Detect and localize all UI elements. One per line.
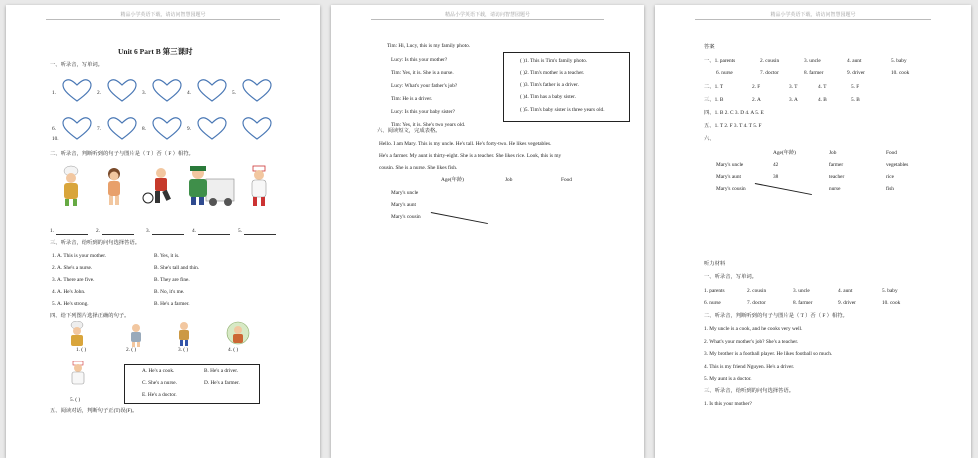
- answer-blank[interactable]: [198, 234, 230, 235]
- dialog-line: Tim: Yes, it is. She is a nurse.: [391, 70, 454, 76]
- dialog-line: Tim: Hi, Lucy, this is my family photo.: [387, 43, 471, 49]
- heart-icon: [152, 79, 182, 103]
- answer-item: 7. doctor: [760, 70, 779, 76]
- pic-number: 1.: [50, 228, 54, 234]
- option-c: C. She's a nurse.: [142, 380, 177, 386]
- table-cell: nurse: [829, 186, 841, 192]
- pic-number: 2.: [96, 228, 100, 234]
- listening-item: 10. cook: [882, 300, 901, 306]
- header-divider: [46, 19, 280, 20]
- heart-number: 5.: [232, 90, 236, 96]
- question-text: 2. A. She's a nurse.: [52, 265, 93, 271]
- option-number: 2. ( ): [126, 347, 137, 353]
- option-number: 1. ( ): [76, 347, 87, 353]
- table-cell: vegetables: [886, 162, 909, 168]
- judge-item: ( )2. Tim's mother is a teacher.: [520, 70, 585, 76]
- heart-number: 9.: [187, 126, 191, 132]
- heart-icon: [197, 117, 227, 141]
- table-row-label: Mary's uncle: [391, 190, 419, 196]
- answer-item: 3. T: [789, 84, 798, 90]
- judge-item: ( )3. Tim's father is a driver.: [520, 82, 579, 88]
- nurse-small-figure: [128, 323, 144, 347]
- table-header: Job: [829, 150, 837, 156]
- heart-number: 3.: [142, 90, 146, 96]
- answer-option: B. She's tall and thin.: [154, 265, 200, 271]
- table-header: Food: [561, 177, 572, 183]
- answer-item: 3. A: [789, 97, 798, 103]
- heart-icon: [62, 79, 92, 103]
- document-page-1: [6, 5, 320, 458]
- question-text: 5. A. He's strong.: [52, 301, 89, 307]
- answer-item: 5. F: [851, 84, 860, 90]
- answer-item: 5. B: [851, 97, 860, 103]
- table-cell: Mary's uncle: [716, 162, 744, 168]
- question-text: 3. A. There are five.: [52, 277, 95, 283]
- judge-item: ( )4. Tim has a baby sister.: [520, 94, 576, 100]
- listening-sentence: 2. What's your mother's job? She's a teacher.: [704, 339, 799, 345]
- option-number: 3. ( ): [178, 347, 189, 353]
- question-text: 1. A. This is your mother.: [52, 253, 107, 259]
- listening-item: 5. baby: [882, 288, 898, 294]
- table-cell: 42: [773, 162, 779, 168]
- heart-number: 4.: [187, 90, 191, 96]
- question-text: 4. A. He's John.: [52, 289, 86, 295]
- doctor-figure: [246, 165, 272, 209]
- listening-item: 7. doctor: [747, 300, 766, 306]
- heart-number: 10.: [52, 136, 59, 142]
- answer-blank[interactable]: [244, 234, 276, 235]
- dialog-line: Tim: He is a driver.: [391, 96, 433, 102]
- header-divider: [695, 19, 931, 20]
- table-cell: teacher: [829, 174, 845, 180]
- page-header: 精品小学英语下载，请访问智慧园题号: [770, 12, 856, 18]
- heart-number: 6.: [52, 126, 56, 132]
- table-header: Age(年龄): [441, 177, 464, 183]
- answer-item: 2. cousin: [760, 58, 780, 64]
- section-1-heading: 一、听录音，写单词。: [50, 62, 103, 68]
- answer-line: 五、1. T 2. F 3. T 4. T 5. F: [704, 123, 762, 129]
- table-cell: fish: [886, 186, 894, 192]
- listening-item: 3. uncle: [793, 288, 810, 294]
- table-header: Age(年龄): [773, 150, 796, 156]
- heart-number: 7.: [97, 126, 101, 132]
- answer-line: 四、1. B 2. C 3. D 4. A 5. E: [704, 110, 764, 116]
- option-e: E. He's a doctor.: [142, 392, 177, 398]
- section-4-heading: 四、给下列图片选择正确的句子。: [50, 313, 130, 319]
- heart-number: 8.: [142, 126, 146, 132]
- cook-small-figure: [66, 321, 88, 347]
- judge-item: ( )1. This is Tim's family photo.: [520, 58, 588, 64]
- answer-item: 10. cook: [891, 70, 910, 76]
- heart-icon: [62, 117, 92, 141]
- answer-item: 3. uncle: [804, 58, 821, 64]
- option-a: A. He's a cook.: [142, 368, 175, 374]
- stray-line: [431, 212, 488, 224]
- worksheet-title: Unit 6 Part B 第三课时: [118, 47, 193, 56]
- farmer-small-figure: [226, 320, 250, 346]
- table-cell: 38: [773, 174, 779, 180]
- pic-number: 3.: [146, 228, 150, 234]
- answer-line: 六、: [704, 136, 715, 142]
- listening-sentence: 3. My brother is a football player. He likes football so much.: [704, 351, 833, 357]
- football-player-figure: [141, 165, 175, 207]
- listening-sentence: 1. My uncle is a cook, and he cooks very well.: [704, 326, 803, 332]
- page-header: 精品小学英语下载，请访问智慧园题号: [444, 12, 530, 18]
- answer-item: 4. aunt: [847, 58, 862, 64]
- answers-title: 答案: [704, 44, 715, 50]
- listening-sentence: 5. My aunt is a doctor.: [704, 376, 752, 382]
- listening-item: 8. farmer: [793, 300, 813, 306]
- answer-item: 二、1. T: [704, 84, 724, 90]
- heart-icon: [242, 117, 272, 141]
- listening-title: 听力材料: [704, 261, 726, 267]
- option-d: D. He's a farmer.: [204, 380, 240, 386]
- listening-sentence: 1. Is this your mother?: [704, 401, 752, 407]
- section-3-heading: 三、听录音，给听到的问句选择答语。: [50, 240, 141, 246]
- listening-section-3: 三、听录音，给听到的问句选择答语。: [704, 388, 795, 394]
- listening-item: 6. nurse: [704, 300, 721, 306]
- listening-section-1: 一、听录音，写单词。: [704, 274, 757, 280]
- option-number: 4. ( ): [228, 347, 239, 353]
- section-6-heading: 六、阅读短文，完成表格。: [377, 128, 441, 134]
- passage-line: cousin. She is a nurse. She likes fish.: [379, 165, 458, 171]
- answer-blank[interactable]: [102, 234, 134, 235]
- listening-section-2: 二、听录音，判断听到的句子与图片是（ T ）否（ F ）相符。: [704, 313, 848, 319]
- answer-option: B. Yes, it is.: [154, 253, 180, 259]
- table-row-label: Mary's cousin: [391, 214, 421, 220]
- answer-item: 5. baby: [891, 58, 907, 64]
- table-cell: Mary's aunt: [716, 174, 741, 180]
- answer-option: B. No, it's me.: [154, 289, 185, 295]
- answer-item: 9. driver: [847, 70, 865, 76]
- document-page-3: [655, 5, 971, 458]
- answer-blank[interactable]: [56, 234, 88, 235]
- heart-icon: [197, 79, 227, 103]
- answer-option: B. They are fine.: [154, 277, 190, 283]
- doctor-small-figure: [68, 361, 88, 387]
- heart-number: 2.: [97, 90, 101, 96]
- page-header: 精品小学英语下载，请访问智慧园题号: [120, 12, 206, 18]
- dialog-line: Lucy: Is this your mother?: [391, 57, 448, 63]
- pic-number: 5.: [238, 228, 242, 234]
- listening-item: 9. driver: [838, 300, 856, 306]
- table-header: Food: [886, 150, 897, 156]
- driver-truck-figure: [184, 163, 236, 209]
- cook-figure: [56, 165, 86, 207]
- table-row-label: Mary's aunt: [391, 202, 416, 208]
- driver-small-figure: [176, 321, 192, 347]
- option-b: B. He's a driver.: [204, 368, 239, 374]
- answer-item: 8. farmer: [804, 70, 824, 76]
- dialog-line: Tim: Yes, it is. She's two years old.: [391, 122, 466, 128]
- header-divider: [371, 19, 604, 20]
- answer-item: 4. T: [818, 84, 827, 90]
- answer-item: 三、1. B: [704, 97, 724, 103]
- answer-blank[interactable]: [152, 234, 184, 235]
- pic-number: 4.: [192, 228, 196, 234]
- heart-icon: [152, 117, 182, 141]
- answer-item: 6. nurse: [716, 70, 733, 76]
- listening-item: 2. cousin: [747, 288, 767, 294]
- table-header: Job: [505, 177, 513, 183]
- nurse-figure: [101, 165, 127, 207]
- heart-icon: [242, 79, 272, 103]
- listening-item: 1. parents: [704, 288, 725, 294]
- listening-sentence: 4. This is my friend Nguyen. He's a driver.: [704, 364, 795, 370]
- passage-line: Hello. I am Mary. This is my uncle. He's tall. He's forty-two. He likes vegetables.: [379, 141, 552, 147]
- answer-item: 一、1. parents: [704, 58, 736, 64]
- table-cell: Mary's cousin: [716, 186, 746, 192]
- document-page-2: [331, 5, 644, 458]
- judge-item: ( )5. Tim's baby sister is three years old.: [520, 107, 605, 113]
- listening-item: 4. aunt: [838, 288, 853, 294]
- answer-item: 4. B: [818, 97, 827, 103]
- dialog-line: Lucy: What's your father's job?: [391, 83, 458, 89]
- heart-number: 1.: [52, 90, 56, 96]
- answer-item: 2. F: [752, 84, 761, 90]
- section-5-heading: 五、阅读对话，判断句子正(T)误(F)。: [50, 408, 138, 414]
- stray-line: [755, 183, 812, 195]
- passage-line: He's a farmer. My aunt is thirty-eight. She is a teacher. She likes rice. Look, this is my: [379, 153, 562, 159]
- heart-icon: [107, 117, 137, 141]
- dialog-line: Lucy: Is this your baby sister?: [391, 109, 455, 115]
- table-cell: rice: [886, 174, 894, 180]
- option-number: 5. ( ): [70, 397, 81, 403]
- answer-option: B. He's a farmer.: [154, 301, 190, 307]
- answer-item: 2. A: [752, 97, 761, 103]
- heart-icon: [107, 79, 137, 103]
- table-cell: farmer: [829, 162, 844, 168]
- section-2-heading: 二、听录音，判断听到的句子与图片是（ T ）否（ F ）相符。: [50, 151, 194, 157]
